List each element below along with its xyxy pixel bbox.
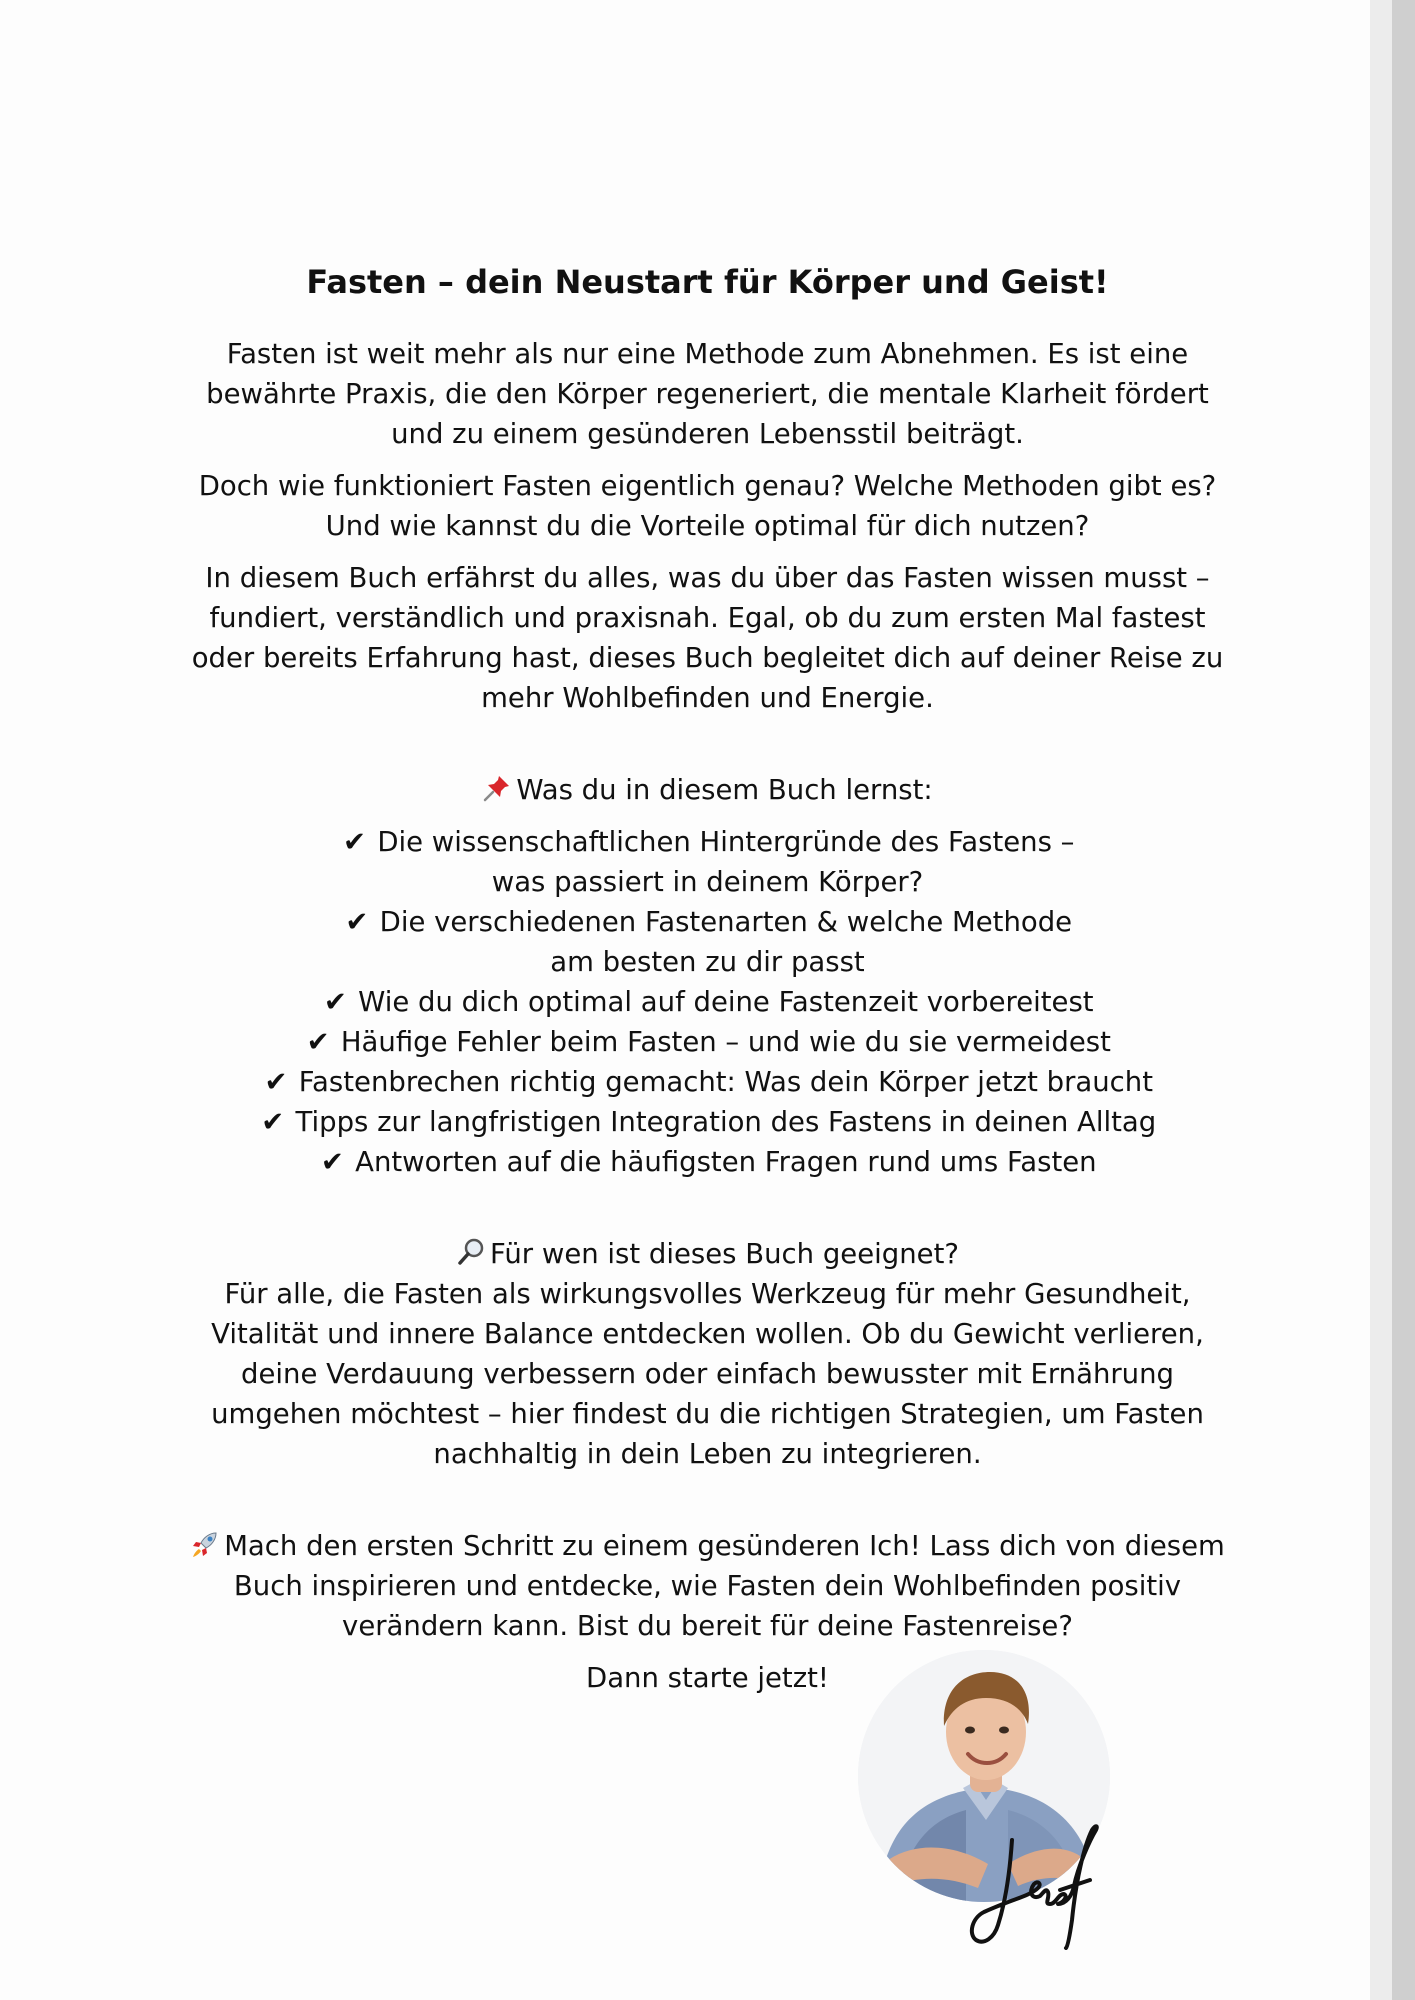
learn-heading xyxy=(180,770,1235,810)
list-item-text-continued: am besten zu dir passt xyxy=(550,946,865,978)
magnifier-icon xyxy=(456,1237,486,1267)
list-item-text: Die wissenschaftlichen Hintergründe des Fastens – xyxy=(377,826,1075,858)
list-item-text: Fastenbrechen richtig gemacht: Was dein Körper jetzt braucht xyxy=(298,1066,1153,1098)
cta-paragraph xyxy=(180,1526,1235,1646)
list-item-text-continued: was passiert in deinem Körper? xyxy=(491,866,924,898)
list-item-text: Antworten auf die häufigsten Fragen rund ums Fasten xyxy=(355,1146,1097,1178)
list-item xyxy=(180,982,1235,1022)
list-item xyxy=(180,822,1235,902)
check-icon: ✔ xyxy=(343,826,367,858)
scrollbar-track[interactable] xyxy=(1370,0,1415,2000)
cta-closing: Dann starte jetzt! xyxy=(586,1662,829,1694)
intro-paragraph-3: In diesem Buch erfährst du alles, was du über das Fasten wissen musst – fundiert, verständlich und praxisnah. Egal, ob du zum ersten Mal fastest oder bereits Erfahrung hast, dieses Buch begleitet dich auf deiner Reise zu mehr Wohlbefinden und Energie. xyxy=(191,562,1224,714)
audience-heading-text: Für wen ist dieses Buch geeignet? xyxy=(490,1238,959,1270)
list-item xyxy=(180,1102,1235,1142)
author-signature xyxy=(940,1800,1110,1950)
scrollbar-thumb[interactable] xyxy=(1392,0,1415,2000)
list-item xyxy=(180,1062,1235,1102)
check-icon: ✔ xyxy=(323,986,347,1018)
page-title: Fasten – dein Neustart für Körper und Geist! xyxy=(306,263,1109,301)
list-item-text: Tipps zur langfristigen Integration des Fastens in deinen Alltag xyxy=(295,1106,1157,1138)
page-content xyxy=(180,258,1235,1698)
pushpin-icon xyxy=(482,773,512,803)
cta-text: Mach den ersten Schritt zu einem gesünderen Ich! Lass dich von diesem Buch inspirieren und entdecke, wie Fasten dein Wohlbefinden positiv verändern kann. Bist du bereit für deine Fastenreise? xyxy=(224,1530,1225,1642)
check-icon: ✔ xyxy=(306,1026,330,1058)
check-icon: ✔ xyxy=(261,1106,285,1138)
list-item-text: Häufige Fehler beim Fasten – und wie du sie vermeidest xyxy=(340,1026,1111,1058)
audience-text: Für alle, die Fasten als wirkungsvolles Werkzeug für mehr Gesundheit, Vitalität und innere Balance entdecken wollen. Ob du Gewicht verlieren, deine Verdauung verbessern oder einfach bewusster mit Ernährung umgehen möchtest – hier findest du die richtigen Strategien, um Fasten nachhaltig in dein Leben zu integrieren. xyxy=(211,1278,1204,1470)
learn-list xyxy=(180,822,1235,1182)
list-item xyxy=(180,1142,1235,1182)
list-item-text: Die verschiedenen Fastenarten & welche Methode xyxy=(379,906,1073,938)
list-item xyxy=(180,1022,1235,1062)
list-item-text: Wie du dich optimal auf deine Fastenzeit vorbereitest xyxy=(358,986,1094,1018)
check-icon: ✔ xyxy=(264,1066,288,1098)
check-icon: ✔ xyxy=(320,1146,344,1178)
rocket-icon xyxy=(190,1529,220,1559)
intro-paragraph-1: Fasten ist weit mehr als nur eine Methode zum Abnehmen. Es ist eine bewährte Praxis, die den Körper regeneriert, die mentale Klarheit fördert und zu einem gesünderen Lebensstil beiträgt. xyxy=(206,338,1209,450)
audience-heading xyxy=(180,1234,1235,1274)
learn-heading-text: Was du in diesem Buch lernst: xyxy=(516,774,933,806)
check-icon: ✔ xyxy=(345,906,369,938)
intro-paragraph-2: Doch wie funktioniert Fasten eigentlich genau? Welche Methoden gibt es? Und wie kannst du die Vorteile optimal für dich nutzen? xyxy=(198,470,1217,542)
list-item xyxy=(180,902,1235,982)
